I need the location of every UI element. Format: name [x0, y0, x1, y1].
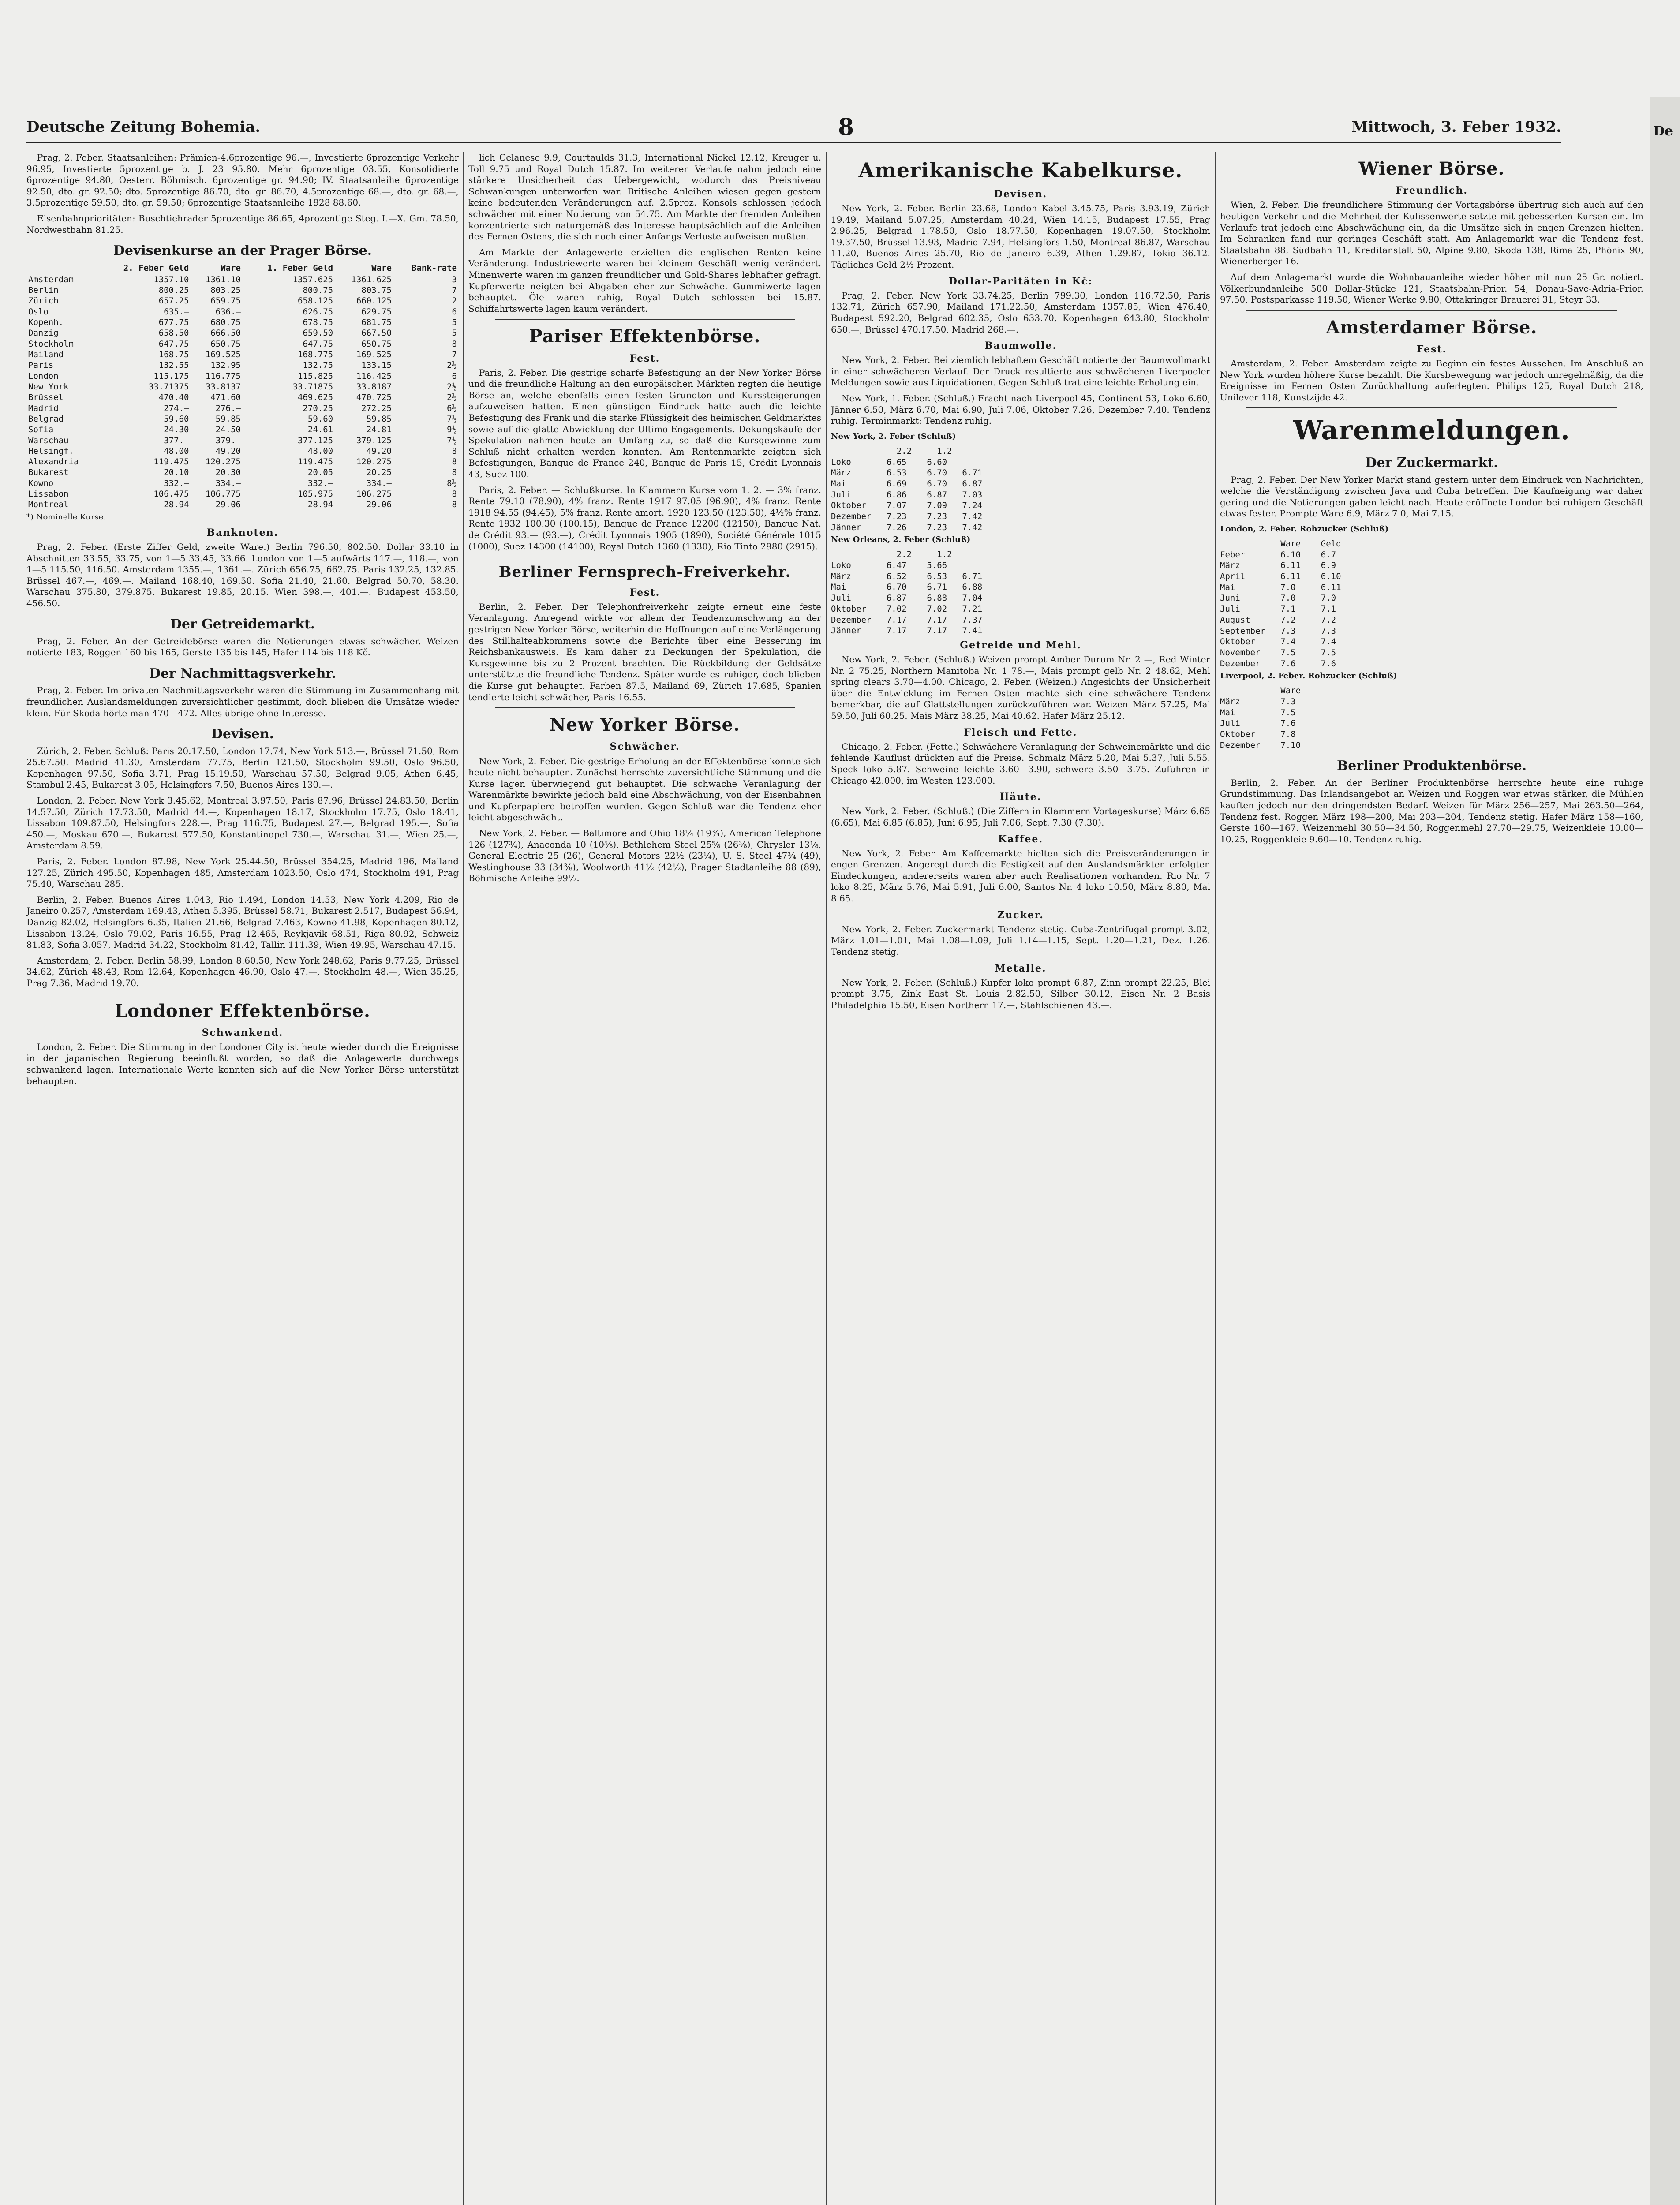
table-cell: 119.475 — [298, 457, 333, 467]
column-2 — [468, 152, 821, 2205]
devisenkurse-heading: Devisenkurse an der Prager Börse. — [113, 243, 372, 259]
kabelkurse-heading: Amerikanische Kabelkurse. — [858, 158, 1183, 182]
table-cell: 1357.10 — [153, 274, 189, 284]
table-cell: 5 — [452, 318, 457, 328]
table-cell: 2 — [452, 296, 457, 306]
table-cell: 20.10 — [164, 467, 189, 478]
fleisch-fette-heading: Fleisch und Fette. — [964, 726, 1078, 738]
table-cell: 59.60 — [164, 414, 189, 424]
table-row — [26, 499, 459, 510]
table-cell: 33.71875 — [292, 381, 333, 392]
table-cell: 680.75 — [210, 318, 241, 328]
fleisch-fette-text: Chicago, 2. Feber. (Fette.) Schwächere Veranlagung der Schweinemärkte und die fehlende Kauflust drückten auf die Preise. Schmalz März 5.20, Mai 5.37, Juli 5.55. Speck loko 5.87. Schweine leichte 3.60—3.90, schwere 3.50—3.75. Zufuhren in Chicago 42.000, im Westen 123.000. — [831, 741, 1210, 786]
devisen-heading: Devisen. — [211, 726, 274, 742]
table-cell: Zürich — [28, 296, 59, 306]
table-cell: 105.975 — [298, 489, 333, 499]
issue-date: Mittwoch, 3. Feber 1932. — [1351, 118, 1561, 136]
table-cell: 377.— — [164, 435, 189, 445]
table-row — [26, 424, 459, 435]
wiener-boerse-text: Wien, 2. Feber. Die freundlichere Stimmung der Vortagsbörse übertrug sich auch auf den heutigen Verkehr und die Mehrheit der Kulissenwerte setzte mit gebesserten Kursen ein. Im Verlaufe trat jedoch eine Abschwächung ein, da die Umsätze sich in engen Grenzen hielten. Im Schranken fand nur geringes Geschäft statt. Am Anlagemarkt war die Tendenz fest. Staatsbahn 88, Südbahn 11, Kreditanstalt 50, Alpine 9.80, Skoda 138, Rima 25, Phönix 90, Wienerberger 16. — [1220, 199, 1643, 267]
table-cell: 647.75 — [158, 339, 189, 349]
table-cell: 24.30 — [164, 425, 189, 435]
dollar-paritaeten-heading: Dollar-Paritäten in Kč: — [948, 275, 1093, 287]
table-cell: 334.— — [366, 478, 392, 488]
table-row — [26, 478, 459, 489]
table-cell: 6 — [452, 306, 457, 317]
table-cell: 168.75 — [158, 350, 189, 360]
table-header-cell: 1. Feber Geld — [243, 262, 335, 274]
column-4 — [1220, 152, 1643, 2205]
column-1 — [26, 152, 459, 2205]
newspaper-title: Deutsche Zeitung Bohemia. — [26, 118, 261, 136]
table-cell: 6 — [452, 371, 457, 381]
berliner-freiverkehr-subheading: Fest. — [629, 587, 660, 598]
getreide-mehl-heading: Getreide und Mehl. — [960, 639, 1081, 651]
baumwolle-ny-table-title: New York, 2. Feber (Schluß) — [831, 431, 956, 441]
table-cell: 1361.10 — [205, 274, 241, 284]
table-cell: London — [28, 371, 59, 381]
haeute-heading: Häute. — [999, 791, 1042, 803]
table-cell: Kopenh. — [28, 318, 64, 328]
table-cell: 272.25 — [361, 403, 392, 413]
table-cell: 276.— — [215, 403, 241, 413]
table-cell: 658.50 — [158, 328, 189, 338]
table-cell: 659.50 — [303, 328, 333, 338]
table-cell: 7½ — [447, 414, 457, 424]
table-cell: Oslo — [28, 306, 49, 317]
table-cell: 116.775 — [205, 371, 241, 381]
table-cell: 49.20 — [215, 446, 241, 456]
getreide-mehl-text: New York, 2. Feber. (Schluß.) Weizen prompt Amber Durum Nr. 2 —, Red Winter Nr. 2 75.25, Northern Manitoba Nr. 1 78.—, Mais prompt gelb Nr. 2 48.62, Mehl spring clears 3.70—4.00. Chicago, 2. Feber. (Weizen.) Angesichts der Unsicherheit über die Entwicklung im Fernen Osten machte sich eine schwächere Tendenz bemerkbar, die auf Glattstellungen zurückzuführen war. Weizen März 57.25, Mai 59.50, Juli 60.25. Mais März 38.25, Mai 40.62. Hafer März 25.12. — [831, 654, 1210, 721]
wiener-boerse-heading: Wiener Börse. — [1358, 158, 1505, 179]
london-continued-text: lich Celanese 9.9, Courtaulds 31.3, International Nickel 12.12, Kreuger u. Toll 9.75 und Royal Dutch 15.87. Im weiteren Verlaufe nahm jedoch eine stärkere Unsicherheit das Uebergewicht, wodurch das Preisniveau Schwankungen unterworfen war. Britische Anleihen wiesen gegen gestern keine bedeutenden Veränderungen auf. 2.5proz. Konsols schlossen jedoch schwächer mit einer Notierung von 54.75. Am Markte der fremden Anleihen konzentrierte sich naturgemäß das Interesse hauptsächlich auf die Anleihen des Fernen Ostens, die sich noch einer Anfangs Verluste aufweisen mußten. — [468, 152, 821, 242]
kabelkurse-devisen-text: New York, 2. Feber. Berlin 23.68, London Kabel 3.45.75, Paris 3.93.19, Zürich 19.49, Mailand 5.07.25, Amsterdam 40.24, Wien 14.15, Budapest 17.55, Prag 2.96.25, Belgrad 1.78.50, Oslo 18.77.50, Kopenhagen 19.07.50, Stockholm 19.37.50, Brüssel 13.93, Madrid 7.94, Helsingfors 1.50, Montreal 86.87, Warschau 11.20, Buenos Aires 25.70, Rio de Janeiro 6.39, Athen 1.29.87, Tokio 36.12. Tägliches Geld 2½ Prozent. — [831, 203, 1210, 270]
baumwolle-no-table: 2.2 1.2 Loko 6.47 5.66 März 6.52 6.53 6.71 Mai 6.70 6.71 6.88 Juli 6.87 6.88 7.04 Oktober 7.02 7.02 7.21 Dezember 7.17 7.17 7.37 Jänner 7.17 7.17 7.41 — [831, 549, 983, 636]
table-cell: 657.25 — [158, 296, 189, 306]
table-cell: 20.05 — [307, 467, 333, 478]
table-cell: 169.525 — [205, 350, 241, 360]
table-cell: 133.15 — [361, 360, 392, 370]
pariser-effekten-subheading: Fest. — [629, 352, 660, 364]
devisen-berlin-text: Berlin, 2. Feber. Buenos Aires 1.043, Rio 1.494, London 14.53, New York 4.209, Rio de Janeiro 0.257, Amsterdam 169.43, Athen 5.395, Brüssel 58.71, Bukarest 2.517, Budapest 56.94, Danzig 82.02, Helsingfors 6.35, Italien 21.66, Belgrad 7.463, Kowno 41.98, Kopenhagen 80.12, Lissabon 13.24, Oslo 79.02, Paris 16.55, Prag 12.465, Reykjavik 68.51, Riga 80.92, Schweiz 81.83, Sofia 3.057, Madrid 34.22, Stockholm 81.42, Tallin 111.39, Wien 49.95, Warschau 47.15. — [26, 894, 459, 950]
london-rohzucker-table: Ware Geld Feber 6.10 6.7 März 6.11 6.9 April 6.11 6.10 Mai 7.0 6.11 Juni 7.0 7.0 Juli 7.1 7.1 August 7.2 7.2 September 7.3 7.3 Oktober 7.4 7.4 November 7.5 7.5 Dezember 7.6 7.6 — [1220, 539, 1341, 669]
table-cell: 803.25 — [210, 285, 241, 295]
adjacent-page-fragment: De — [1653, 123, 1673, 139]
table-cell: 3 — [452, 274, 457, 284]
table-cell: 1357.625 — [292, 274, 333, 284]
zucker-heading: Zucker. — [997, 909, 1044, 921]
table-cell: 132.55 — [158, 360, 189, 370]
devisen-zurich-text: Zürich, 2. Feber. Schluß: Paris 20.17.50, London 17.74, New York 513.—, Brüssel 71.50, Rom 25.67.50, Madrid 41.30, Amsterdam 77.75, Berlin 121.50, Stockholm 99.50, Oslo 96.50, Kopenhagen 97.50, Sofia 3.71, Prag 15.19.50, Warschau 57.50, Belgrad 9.05, Athen 6.45, Stambul 2.45, Bukarest 3.05, Helsingfors 7.50, Buenos Aires 130.—. — [26, 745, 459, 790]
table-cell: 8 — [452, 457, 457, 467]
table-cell: 658.125 — [298, 296, 333, 306]
table-cell: 681.75 — [361, 318, 392, 328]
table-cell: Stockholm — [28, 339, 74, 349]
baumwolle-heading: Baumwolle. — [984, 340, 1057, 352]
metalle-text: New York, 2. Feber. (Schluß.) Kupfer loko prompt 6.87, Zinn prompt 22.25, Blei prompt 3.75, Zink East St. Louis 2.82.50, Silber 30.12, Eisen Nr. 2 Basis Philadelphia 15.50, Eisen Northern 17.—, Stahlschienen 43.—. — [831, 977, 1210, 1010]
table-cell: 659.75 — [210, 296, 241, 306]
eisenbahn-paragraph: Eisenbahnprioritäten: Buschtiehrader 5prozentige 86.65, 4prozentige Steg. I.—X. Gm. 78.50, Nordwestbahn 81.25. — [26, 213, 459, 235]
table-row — [26, 392, 459, 403]
table-cell: 28.94 — [307, 500, 333, 510]
table-cell: 33.8187 — [356, 381, 392, 392]
table-cell: 120.275 — [356, 457, 392, 467]
table-cell: Sofia — [28, 425, 54, 435]
produktenboerse-text: Berlin, 2. Feber. An der Berliner Produktenbörse herrschte heute eine ruhige Grundstimmung. Das Inlandsangebot an Weizen und Roggen war etwas stärker, die Mühlen kauften jedoch nur den dringendsten Bedarf. Weizen für März 256—257, Mai 263.50—264, Tendenz fest. Roggen März 198—200, Mai 203—204, Tendenz stetig. Hafer März 158—160, Gerste 160—167. Weizenmehl 30.50—34.50, Roggenmehl 27.70—29.75, Weizenkleie 10.00—10.25, Roggenkleie 9.60—10. Tendenz ruhig. — [1220, 777, 1643, 845]
table-cell: 8 — [452, 446, 457, 456]
new-yorker-boerse-subheading: Schwächer. — [610, 741, 680, 753]
warenmeldungen-heading: Warenmeldungen. — [1293, 415, 1570, 446]
devisen-paris-text: Paris, 2. Feber. London 87.98, New York 25.44.50, Brüssel 354.25, Madrid 196, Mailand 127.25, Zürich 495.50, Kopenhagen 485, Amsterdam 1023.50, Oslo 474, Stockholm 491, Prag 75.40, Warschau 285. — [26, 856, 459, 889]
table-header-cell: 2. Feber Geld — [98, 262, 191, 274]
table-cell: 647.75 — [303, 339, 333, 349]
table-cell: 59.85 — [215, 414, 241, 424]
table-cell: Belgrad — [28, 414, 64, 424]
table-cell: 29.06 — [215, 500, 241, 510]
table-row — [26, 414, 459, 424]
table-cell: Helsingf. — [28, 446, 74, 456]
zucker-text: New York, 2. Feber. Zuckermarkt Tendenz stetig. Cuba-Zentrifugal prompt 3.02, März 1.01—1.01, Mai 1.08—1.09, Juli 1.14—1.15, Sept. 1.20—1.21, Dez. 1.26. Tendenz stetig. — [831, 923, 1210, 957]
table-cell: Lissabon — [28, 489, 69, 499]
table-cell: 9½ — [447, 425, 457, 435]
devisenkurse-table — [26, 262, 459, 510]
table-cell: 629.75 — [361, 306, 392, 317]
new-yorker-boerse-text: New York, 2. Feber. Die gestrige Erholung an der Effektenbörse konnte sich heute nicht behaupten. Zunächst herrschte zuversichtliche Stimmung und die Kurse lagen überwiegend gut behauptet. Die schwache Veranlagung der Warenmärkte bewirkte jedoch bald eine Abschwächung, von der Eisenbahnen und Kupferpapiere betroffen wurden. Gegen Schluß war die Tendenz eher leicht abgeschwächt. — [468, 755, 821, 823]
devisen-amsterdam-text: Amsterdam, 2. Feber. Berlin 58.99, London 8.60.50, New York 248.62, Paris 9.77.25, Brüssel 34.62, Zürich 48.43, Rom 12.64, Kopenhagen 46.90, Oslo 47.—, Stockholm 48.—, Wien 35.25, Prag 7.36, Madrid 19.70. — [26, 955, 459, 988]
column-rule — [463, 152, 464, 2205]
pariser-effekten-heading: Pariser Effektenbörse. — [529, 326, 761, 347]
table-row — [26, 295, 459, 306]
table-cell: 24.81 — [366, 425, 392, 435]
table-cell: 377.125 — [298, 435, 333, 445]
kaffee-text: New York, 2. Feber. Am Kaffeemarkte hielten sich die Preisveränderungen in engen Grenzen. Angeregt durch die Festigkeit auf den Auslandsmärkten erfolgten Eindeckungen, andererseits waren aber auch Realisationen vorhanden. Rio Nr. 7 loko 8.25, März 5.76, Mai 5.91, Juli 6.00, Santos Nr. 4 loko 10.50, März 8.80, Mai 8.65. — [831, 848, 1210, 904]
column-rule — [1215, 152, 1216, 2205]
london-rohzucker-title: London, 2. Feber. Rohzucker (Schluß) — [1220, 524, 1389, 534]
table-cell: 120.275 — [205, 457, 241, 467]
table-cell: Kowno — [28, 478, 54, 488]
table-row — [26, 360, 459, 370]
baumwolle-no-table-title: New Orleans, 2. Feber (Schluß) — [831, 535, 971, 545]
baumwolle-text-2: New York, 1. Feber. (Schluß.) Fracht nach Liverpool 45, Continent 53, Loko 6.60, Jänner 6.50, März 6.70, Mai 6.90, Juli 7.06, Oktober 7.26, Dezember 7.40. Tendenz ruhig. Terminmarkt: Tendenz ruhig. — [831, 393, 1210, 426]
banknoten-text: Prag, 2. Feber. (Erste Ziffer Geld, zweite Ware.) Berlin 796.50, 802.50. Dollar 33.10 in Abschnitten 33.55, 33.75, von 1—5 33.45, 33.66. London von 1—5 aufwärts 117.—, 118.—, von 1—5 115.50, 116.50. Amsterdam 1355.—, 1361.—. Zürich 656.75, 662.75. Paris 132.25, 132.85. Brüssel 467.—, 469.—. Mailand 168.40, 169.50. Sofia 21.40, 21.60. Belgrad 50.70, 58.30. Warschau 375.80, 379.875. Bukarest 19.85, 20.15. Wien 398.—, 401.—. Budapest 453.50, 456.50. — [26, 541, 459, 609]
table-cell: 469.625 — [298, 392, 333, 403]
table-cell: 116.425 — [356, 371, 392, 381]
staatsanleihen-paragraph: Prag, 2. Feber. Staatsanleihen: Prämien-4.6prozentige 96.—, Investierte 6prozentige Verkehr 96.95, Investierte 5prozentige b. J. 23 95.80. Mehr 6prozentige 03.55, Konsolidierte 6prozentige 94.80, Oesterr. Böhmisch. 6prozentige gr. 94.90; IV. Staatsanleihe 6prozentige 92.50, dto. gr. 92.50; dto. 5prozentige 86.70, dto. gr. 86.70, 4.5prozentige 68.—, dto. gr. 68.—, 3.5prozentige 59.50, dto. gr. 59.50; 6prozentige Staatsanleihe 1928 88.60. — [26, 152, 459, 208]
pariser-kurse-text: Paris, 2. Feber. — Schlußkurse. In Klammern Kurse vom 1. 2. — 3% franz. Rente 79.10 (78.90), 4% franz. Rente 1917 97.05 (96.90), 4% franz. Rente 1918 94.55 (94.45), 5% franz. Rente amort. 1920 123.50 (123.50), 4½% franz. Rente 1932 100.30 (100.15), Banque de France 12200 (12150), Banque Nat. de Crédit 93.— (93.—), Crédit Lyonnais 1905 (1890), Société Générale 1015 (1000), Suez 14300 (14100), Royal Dutch 1360 (1330), Rio Tinto 2980 (2915). — [468, 484, 821, 552]
table-cell: 660.125 — [356, 296, 392, 306]
londoner-effekten-heading: Londoner Effektenbörse. — [115, 1000, 370, 1021]
table-row — [26, 371, 459, 381]
table-cell: 677.75 — [158, 318, 189, 328]
table-row — [26, 328, 459, 338]
table-header-cell: Ware — [335, 262, 393, 274]
table-cell: 48.00 — [307, 446, 333, 456]
table-cell: 106.475 — [153, 489, 189, 499]
table-header-cell: Bank-rate — [393, 262, 459, 274]
page-number: 8 — [838, 114, 854, 141]
nachmittagsverkehr-heading: Der Nachmittagsverkehr. — [149, 666, 336, 682]
wiener-boerse-subheading: Freundlich. — [1396, 185, 1468, 197]
table-footnote: *) Nominelle Kurse. — [26, 512, 106, 522]
liverpool-rohzucker-title: Liverpool, 2. Feber. Rohzucker (Schluß) — [1220, 671, 1397, 681]
table-cell: 20.25 — [366, 467, 392, 478]
table-cell: Danzig — [28, 328, 59, 338]
table-cell: 59.85 — [366, 414, 392, 424]
section-divider — [1246, 310, 1617, 311]
baumwolle-text: New York, 2. Feber. Bei ziemlich lebhaftem Geschäft notierte der Baumwollmarkt in einer schwächeren Verlauf. Der Druck resultierte aus schwächeren Liverpooler Meldungen sowie aus Liquidationen. Gegen Schluß trat eine leichte Erholung ein. — [831, 355, 1210, 388]
page-header — [26, 116, 1561, 143]
haeute-text: New York, 2. Feber. (Schluß.) (Die Ziffern in Klammern Vortageskurse) März 6.65 (6.65), Mai 6.85 (6.85), Juni 6.95, Juli 7.06, Sept. 7.30 (7.30). — [831, 806, 1210, 828]
table-cell: Berlin — [28, 285, 59, 295]
nachmittagsverkehr-text: Prag, 2. Feber. Im privaten Nachmittagsverkehr waren die Stimmung im Zusammenhang mit freundlichen Auslandsmeldungen zuversichtlicher gestimmt, doch blieben die Umsätze wieder klein. Für Skoda hörte man 470—472. Alles übrige ohne Interesse. — [26, 685, 459, 718]
table-cell: 636.— — [215, 306, 241, 317]
london-anlagewerte-text: Am Markte der Anlagewerte erzielten die englischen Renten keine Veränderung. Industriewerte waren bei kleinem Geschäft wenig verändert. Minenwerte waren im ganzen freundlicher und Gold-Shares lebhafter gefragt. Kupferwerte neigten bei Abgaben eher zur Schwäche. Gummiwerte lagen behauptet. Öle waren ruhig, Royal Dutch schlossen bei 15.87. Schiffahrtswerte lagen kaum verändert. — [468, 247, 821, 314]
table-cell: 8 — [452, 500, 457, 510]
banknoten-heading: Banknoten. — [206, 527, 279, 538]
table-cell: 470.40 — [158, 392, 189, 403]
table-cell: 7 — [452, 350, 457, 360]
table-cell: 132.95 — [210, 360, 241, 370]
table-cell: New York — [28, 381, 69, 392]
getreidemarkt-heading: Der Getreidemarkt. — [170, 617, 315, 632]
table-cell: 332.— — [164, 478, 189, 488]
table-cell: 132.75 — [303, 360, 333, 370]
table-cell: 666.50 — [210, 328, 241, 338]
baumwolle-ny-table: 2.2 1.2 Loko 6.65 6.60 März 6.53 6.70 6.71 Mai 6.69 6.70 6.87 Juli 6.86 6.87 7.03 Oktober 7.07 7.09 7.24 Dezember 7.23 7.23 7.42 Jänner 7.26 7.23 7.42 — [831, 446, 983, 532]
table-cell: 115.175 — [153, 371, 189, 381]
pariser-effekten-text: Paris, 2. Feber. Die gestrige scharfe Befestigung an der New Yorker Börse und die freundliche Haltung an den europäischen Märkten regten die heutige Börse an, welche ebenfalls einen festen Grundton und Kurssteigerungen aufzuweisen hatten. Einen günstigen Eindruck hatte auch die leichte Befestigung des Frank und die starke Flüssigkeit des heimischen Geldmarktes sowie auf die glatte Abwicklung der Ultimo-Engagements. Dekungskäufe der Spekulation nahmen heute an Umfang zu, so daß die Kursgewinne zum Schluß nicht erhalten werden konnten. Am Rentenmarkte zeigten sich Befestigungen, Banque de France 240, Banque de Paris 15, Crédit Lyonnais 43, Suez 100. — [468, 367, 821, 479]
table-cell: 2½ — [447, 392, 457, 403]
table-cell: 106.775 — [205, 489, 241, 499]
table-row — [26, 489, 459, 499]
table-cell: 635.— — [164, 306, 189, 317]
berliner-freiverkehr-text: Berlin, 2. Feber. Der Telephonfreiverkehr zeigte erneut eine feste Veranlagung. Anregend wirkte vor allem der Tendenzumschwung an der gestrigen New Yorker Börse, weiterhin die Hoffnungen auf eine Verlängerung des Stillhalteabkommens sowie die Berichte über eine Besserung im Reichsbankausweis. Es kam daher zu Deckungen der Spekulation, die Kursgewinne bis zu 2 Prozent brachten. Die Rückbildung der Geldsätze unterstützte die freundliche Tendenz. Später wurde es ruhiger, doch blieben die Kurse gut behauptet. Farben 87.5, Mailand 69, Zürich 17.685, Spanien tendierte leicht schwächer, Paris 16.55. — [468, 601, 821, 703]
table-cell: 274.— — [164, 403, 189, 413]
devisenkurse-header-row — [26, 262, 459, 274]
table-cell: 334.— — [215, 478, 241, 488]
table-cell: 24.61 — [307, 425, 333, 435]
section-divider — [495, 707, 795, 708]
table-cell: 20.30 — [215, 467, 241, 478]
table-cell: 5 — [452, 328, 457, 338]
table-row — [26, 435, 459, 446]
table-cell: Brüssel — [28, 392, 64, 403]
table-cell: 667.50 — [361, 328, 392, 338]
table-cell: 24.50 — [215, 425, 241, 435]
table-cell: 332.— — [307, 478, 333, 488]
table-cell: Mailand — [28, 350, 64, 360]
kaffee-heading: Kaffee. — [998, 833, 1043, 845]
table-row — [26, 274, 459, 285]
table-cell: Bukarest — [28, 467, 69, 478]
table-cell: 2½ — [447, 360, 457, 370]
getreidemarkt-text: Prag, 2. Feber. An der Getreidebörse waren die Notierungen etwas schwächer. Weizen notierte 183, Roggen 160 bis 165, Gerste 135 bis 145, Hafer 114 bis 118 Kč. — [26, 635, 459, 658]
table-cell: 7 — [452, 285, 457, 295]
table-cell: 106.275 — [356, 489, 392, 499]
liverpool-rohzucker-table: Ware März 7.3 Mai 7.5 Juli 7.6 Oktober 7.8 Dezember 7.10 — [1220, 686, 1301, 750]
table-header-cell — [26, 262, 98, 274]
new-yorker-kurse-text: New York, 2. Feber. — Baltimore and Ohio 18¼ (19¾), American Telephone 126 (127¾), Anaconda 10 (10⅝), Bethlehem Steel 25⅝ (26⅜), Chrysler 13⅛, General Electric 25 (26), General Motors 22½ (23¼), U. S. Steel 47¾ (49), Westinghouse 33 (34⅜), Woolworth 41½ (42½), Prager Stadtanleihe 88 (89), Böhmische Anleihe 99½. — [468, 828, 821, 884]
table-cell: 8 — [452, 339, 457, 349]
amsterdamer-boerse-subheading: Fest. — [1416, 343, 1447, 355]
table-cell: 678.75 — [303, 318, 333, 328]
table-cell: 48.00 — [164, 446, 189, 456]
table-cell: 626.75 — [303, 306, 333, 317]
table-row — [26, 339, 459, 349]
table-cell: Paris — [28, 360, 54, 370]
table-cell: 169.525 — [356, 350, 392, 360]
section-divider — [495, 319, 795, 320]
berliner-freiverkehr-heading: Berliner Fernsprech-Freiverkehr. — [498, 563, 791, 581]
table-cell: 1361.625 — [351, 274, 392, 284]
table-cell: 800.75 — [303, 285, 333, 295]
kabelkurse-devisen-subheading: Devisen. — [994, 188, 1048, 200]
londoner-effekten-subheading: Schwankend. — [202, 1027, 284, 1039]
devisenkurse-body — [26, 274, 459, 510]
table-cell: 7½ — [447, 435, 457, 445]
table-cell: 115.825 — [298, 371, 333, 381]
table-cell: 28.94 — [164, 500, 189, 510]
table-row — [26, 446, 459, 456]
adjacent-page-edge — [1650, 97, 1680, 2205]
table-cell: Alexandria — [28, 457, 79, 467]
table-cell: 470.725 — [356, 392, 392, 403]
amsterdamer-boerse-text: Amsterdam, 2. Feber. Amsterdam zeigte zu Beginn ein festes Aussehen. Im Anschluß an New York wurden höhere Kurse bezahlt. Die Kursbewegung war jedoch unregelmäßig, da die Ereignisse im Fernen Osten Zurückhaltung auferlegten. Philips 125, Royal Dutch 218, Unilever 118, Kunstzijde 42. — [1220, 358, 1643, 403]
table-row — [26, 403, 459, 414]
table-cell: 471.60 — [210, 392, 241, 403]
table-cell: 379.125 — [356, 435, 392, 445]
new-yorker-boerse-heading: New Yorker Börse. — [550, 714, 740, 736]
londoner-effekten-text: London, 2. Feber. Die Stimmung in der Londoner City ist heute wieder durch die Ereignisse in der japanischen Regierung beeinflußt worden, so daß die Anlagewerte durchwegs schwankend lagen. Internationale Werte konnten sich auf die New Yorker Börse unterstützt behaupten. — [26, 1041, 459, 1086]
table-cell: 270.25 — [303, 403, 333, 413]
table-cell: Warschau — [28, 435, 69, 445]
table-cell: 8 — [452, 467, 457, 478]
table-row — [26, 349, 459, 360]
table-cell: 33.71375 — [148, 381, 189, 392]
column-3 — [831, 152, 1210, 2205]
metalle-heading: Metalle. — [995, 962, 1047, 974]
table-row — [26, 317, 459, 328]
produktenboerse-heading: Berliner Produktenbörse. — [1336, 758, 1527, 774]
table-cell: Amsterdam — [28, 274, 74, 284]
column-rule — [826, 152, 827, 2205]
table-cell: 2½ — [447, 381, 457, 392]
wiener-boerse-text-2: Auf dem Anlagemarkt wurde die Wohnbauanleihe wieder höher mit nun 25 Gr. notiert. Völkerbundanleihe 500 Dollar-Stücke 121, Staatsbahn-Prior. 54, Donau-Save-Adria-Prior. 97.50, Postsparkasse 119.50, Wiener Werke 9.80, Ottakringer Brauerei 31, Steyr 33. — [1220, 271, 1643, 305]
zuckermarkt-text: Prag, 2. Feber. Der New Yorker Markt stand gestern unter dem Eindruck von Nachrichten, welche die Verständigung zwischen Java und Cuba betreffen. Die Kaufneigung war daher gering und die Notierungen gaben leicht nach. Heute eröffnete London bei ruhigem Geschäft etwas fester. Prompte Ware 6.9, März 7.0, Mai 7.15. — [1220, 474, 1643, 519]
table-row — [26, 456, 459, 467]
table-row — [26, 467, 459, 478]
table-cell: 6½ — [447, 403, 457, 413]
table-cell: 33.8137 — [205, 381, 241, 392]
section-divider — [1246, 407, 1617, 408]
table-cell: 8 — [452, 489, 457, 499]
table-cell: 803.75 — [361, 285, 392, 295]
table-cell: Madrid — [28, 403, 59, 413]
amsterdamer-boerse-heading: Amsterdamer Börse. — [1326, 317, 1538, 338]
table-row — [26, 306, 459, 317]
zuckermarkt-heading: Der Zuckermarkt. — [1365, 455, 1498, 471]
table-cell: 49.20 — [366, 446, 392, 456]
table-row — [26, 285, 459, 295]
table-cell: Montreal — [28, 500, 69, 510]
table-cell: 29.06 — [366, 500, 392, 510]
table-row — [26, 381, 459, 392]
table-cell: 650.75 — [361, 339, 392, 349]
table-cell: 379.— — [215, 435, 241, 445]
table-cell: 168.775 — [298, 350, 333, 360]
table-cell: 119.475 — [153, 457, 189, 467]
table-cell: 800.25 — [158, 285, 189, 295]
table-header-cell: Ware — [191, 262, 243, 274]
table-cell: 8½ — [447, 478, 457, 488]
devisen-london-text: London, 2. Feber. New York 3.45.62, Montreal 3.97.50, Paris 87.96, Brüssel 24.83.50, Berlin 14.57.50, Zürich 17.73.50, Madrid 44.—, Kopenhagen 18.17, Stockholm 17.75, Oslo 18.41, Lissabon 109.87.50, Helsingfors 228.—, Prag 116.75, Budapest 27.—, Belgrad 195.—, Sofia 450.—, Moskau 670.—, Bukarest 577.50, Konstantinopel 730.—, Warschau 31.—, Wien 25.—, Amsterdam 8.59. — [26, 795, 459, 851]
dollar-paritaeten-text: Prag, 2. Feber. New York 33.74.25, Berlin 799.30, London 116.72.50, Paris 132.71, Zürich 657.90, Mailand 171.22.50, Amsterdam 1357.85, Wien 476.40, Budapest 592.20, Belgrad 602.35, Oslo 633.70, Kopenhagen 643.80, Stockholm 650.—, Brüssel 470.17.50, Madrid 268.—. — [831, 290, 1210, 335]
table-cell: 650.75 — [210, 339, 241, 349]
table-cell: 59.60 — [307, 414, 333, 424]
